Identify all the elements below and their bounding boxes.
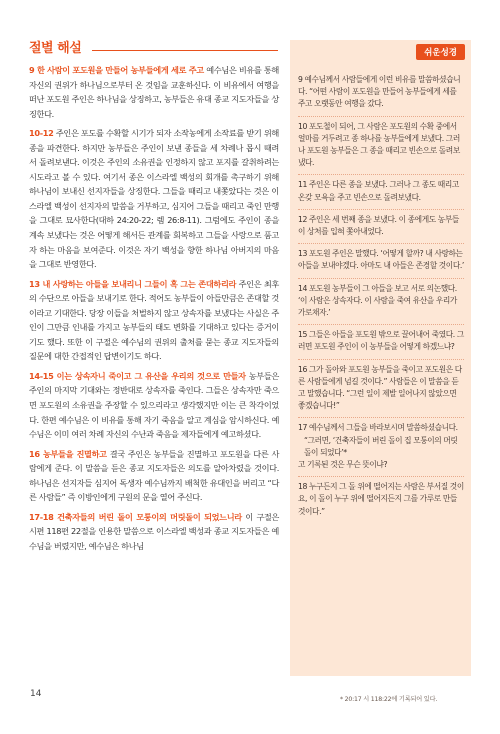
commentary-text: 결국 주인은 농부들을 진멸하고 포도원을 다른 사람에게 준다. 이 말씀을 듣은 종교 지도자들은 의도를 알아차렸을 것이다. 하나님은 선지자들 심지어 독생자 예수님까지 배척한 유대인을 버리고 “다른 사람들” 즉 이방인에게 구원의 문을 열어 주신다. [29,448,280,503]
commentary-heading: 10-12 [29,128,54,139]
verse: 11 주인은 다른 종을 보냈다. 그러나 그 종도 때리고 온갖 모욕을 주고 빈손으로 돌려보냈다. [298,175,464,209]
sidebar-label: 쉬운성경 [416,44,465,60]
commentary-text: 농부들은 주인의 마지막 기대와는 정반대로 상속자를 죽인다. 그들은 상속자만 죽으면 포도원의 소유권을 주장할 수 있으리라고 생각했지만 이는 큰 착각이었다. 한편 예수님은 이 비유를 통해 자기 죽음을 알고 계심을 암시하신다. 예수님은 이미 여러 차례 자신의 수난과 죽음을 제자들에게 예고하셨다. [29,370,279,440]
verse: 13 포도원 주인은 말했다. ‘어떻게 할까? 내 사랑하는 아들을 보내야겠다. 아마도 내 아들은 존경할 것이다.’ [298,244,464,278]
bible-text-sidebar [290,40,471,703]
commentary-heading: 16 농부들을 진멸하고 [29,448,107,459]
verse: 12 주인은 세 번째 종을 보냈다. 이 종에게도 농부들이 상처를 입혀 쫓아내었다. [298,210,464,244]
verse-quote: “그러면, ‘건축자들이 버린 돌이 집 모퉁이의 머릿돌이 되었다’* [304,435,458,457]
commentary-text: 예수님은 비유를 통해 자신의 권위가 하나님으로부터 온 것임을 교훈하신다. 이 비유에서 여행을 떠난 포도원 주인은 하나님을 상징하고, 농부들은 유대 종교 지도자들을 상징한다. [29,65,279,119]
verse [298,418,464,477]
title-rule [92,50,278,51]
verse: 18 누구든지 그 돌 위에 떨어지는 사람은 부서질 것이요, 이 돌이 누구 위에 떨어지든지 그를 가루로 만들 것이다.” [298,482,464,516]
commentary-heading: 17-18 건축자들의 버린 돌이 모퉁이의 머릿돌이 되었느니라 [29,511,242,522]
verse: 9 예수님께서 사람들에게 이런 비유를 말씀하셨습니다. “어떤 사람이 포도원을 만들어 농부들에게 세를 주고 오랫동안 여행을 갔다. [298,70,464,117]
verse: 10 포도철이 되어, 그 사람은 포도원의 수확 중에서 얼마를 거두려고 종 하나를 농부들에게 보냈다. 그러나 포도원 농부들은 그 종을 때리고 빈손으로 돌려보냈다. [298,117,464,176]
footnote: * 20:17 시 118:22에 기록되어 있다. [340,696,438,703]
commentary-text: 주인은 포도를 수확할 시기가 되자 소작농에게 소작료를 받기 위해 종을 파견한다. 하지만 농부들은 주인이 보낸 종들을 세 차례나 몹시 때려서 돌려보낸다. 이것은 주인의 소유권을 인정하지 않고 포지를 갈취하려는 시도라고 볼 수 있다. 여기서 종은 이스라엘 백성의 회개를 촉구하기 위해 하나님이 보내신 선지자들을 상징한다. 그들을 때리고 내쫓았다는 것은 이스라엘 백성이 선지자의 말씀을 거부하고, 심지어 그들을 때리고 죽인 만행을 그대로 묘사한다(대하 24:20-22; 렘 26:8-11). 그럼에도 주인이 종을 계속 보냈다는 것은 어떻게 해서든 관계를 회복하고 그들을 사랑으로 품고자 하는 마음을 보여준다. 이것은 자기 백성을 향한 하나님 아버지의 마음을 그대로 반영한다. [29,128,279,270]
commentary-text: 이 구절은 시편 118편 22절을 인용한 말씀으로 이스라엘 백성과 종교 지도자들은 예수님을 버렸지만, 예수님은 하나님 [29,511,279,551]
commentary-heading: 13 내 사랑하는 아들을 보내리니 그들이 혹 그는 존대하리라 [29,278,237,289]
commentary-column [29,63,279,559]
verse-text: 17 예수님께서 그들을 바라보시며 말씀하셨습니다. [298,423,458,433]
commentary-paragraph [29,126,279,271]
verse-list [298,70,464,523]
verse-text: 고 기록된 것은 무슨 뜻이냐? [298,460,388,470]
commentary-paragraph [29,447,279,505]
verse: 15 그들은 아들을 포도원 밖으로 끌어내어 죽였다. 그러면 포도원 주인이 이 농부들을 어떻게 하겠느냐? [298,325,464,359]
commentary-heading: 9 한 사람이 포도원을 만들어 농부들에게 세로 주고 [29,65,204,75]
page-number: 14 [30,689,42,699]
commentary-text: 주인은 최후의 수단으로 아들을 보내기로 한다. 적어도 농부들이 아들만큼은 존대할 것이라고 기대한다. 당장 이들을 처벌하지 않고 상속자를 보냈다는 사실은 주인이 그만큼 인내를 가지고 농부들의 태도 변화를 기대하고 있다는 증거이기도 했다. 또한 이 구절은 예수님의 권위의 출처를 묻는 종교 지도자들의 질문에 대한 간접적인 답변이기도 하다. [29,278,279,362]
section-title: 절별 해설 [29,41,82,56]
commentary-paragraph [29,63,279,121]
commentary-paragraph [29,277,279,364]
commentary-paragraph [29,510,279,554]
verse: 16 그가 돌아와 포도원 농부들을 죽이고 포도원은 다른 사람들에게 넘길 것이다.” 사람들은 이 말씀을 듣고 말했습니다. “그런 일이 제발 일어나지 않았으면 좋겠습니다!” [298,360,464,419]
commentary-heading: 14-15 이는 상속자니 죽이고 그 유산을 우리의 것으로 만들자 [29,370,246,381]
commentary-paragraph [29,369,279,442]
verse: 14 포도원 농부들이 그 아들을 보고 서로 의논했다. ‘이 사람은 상속자다. 이 사람을 죽여 유산을 우리가 가로채자.’ [298,279,464,326]
